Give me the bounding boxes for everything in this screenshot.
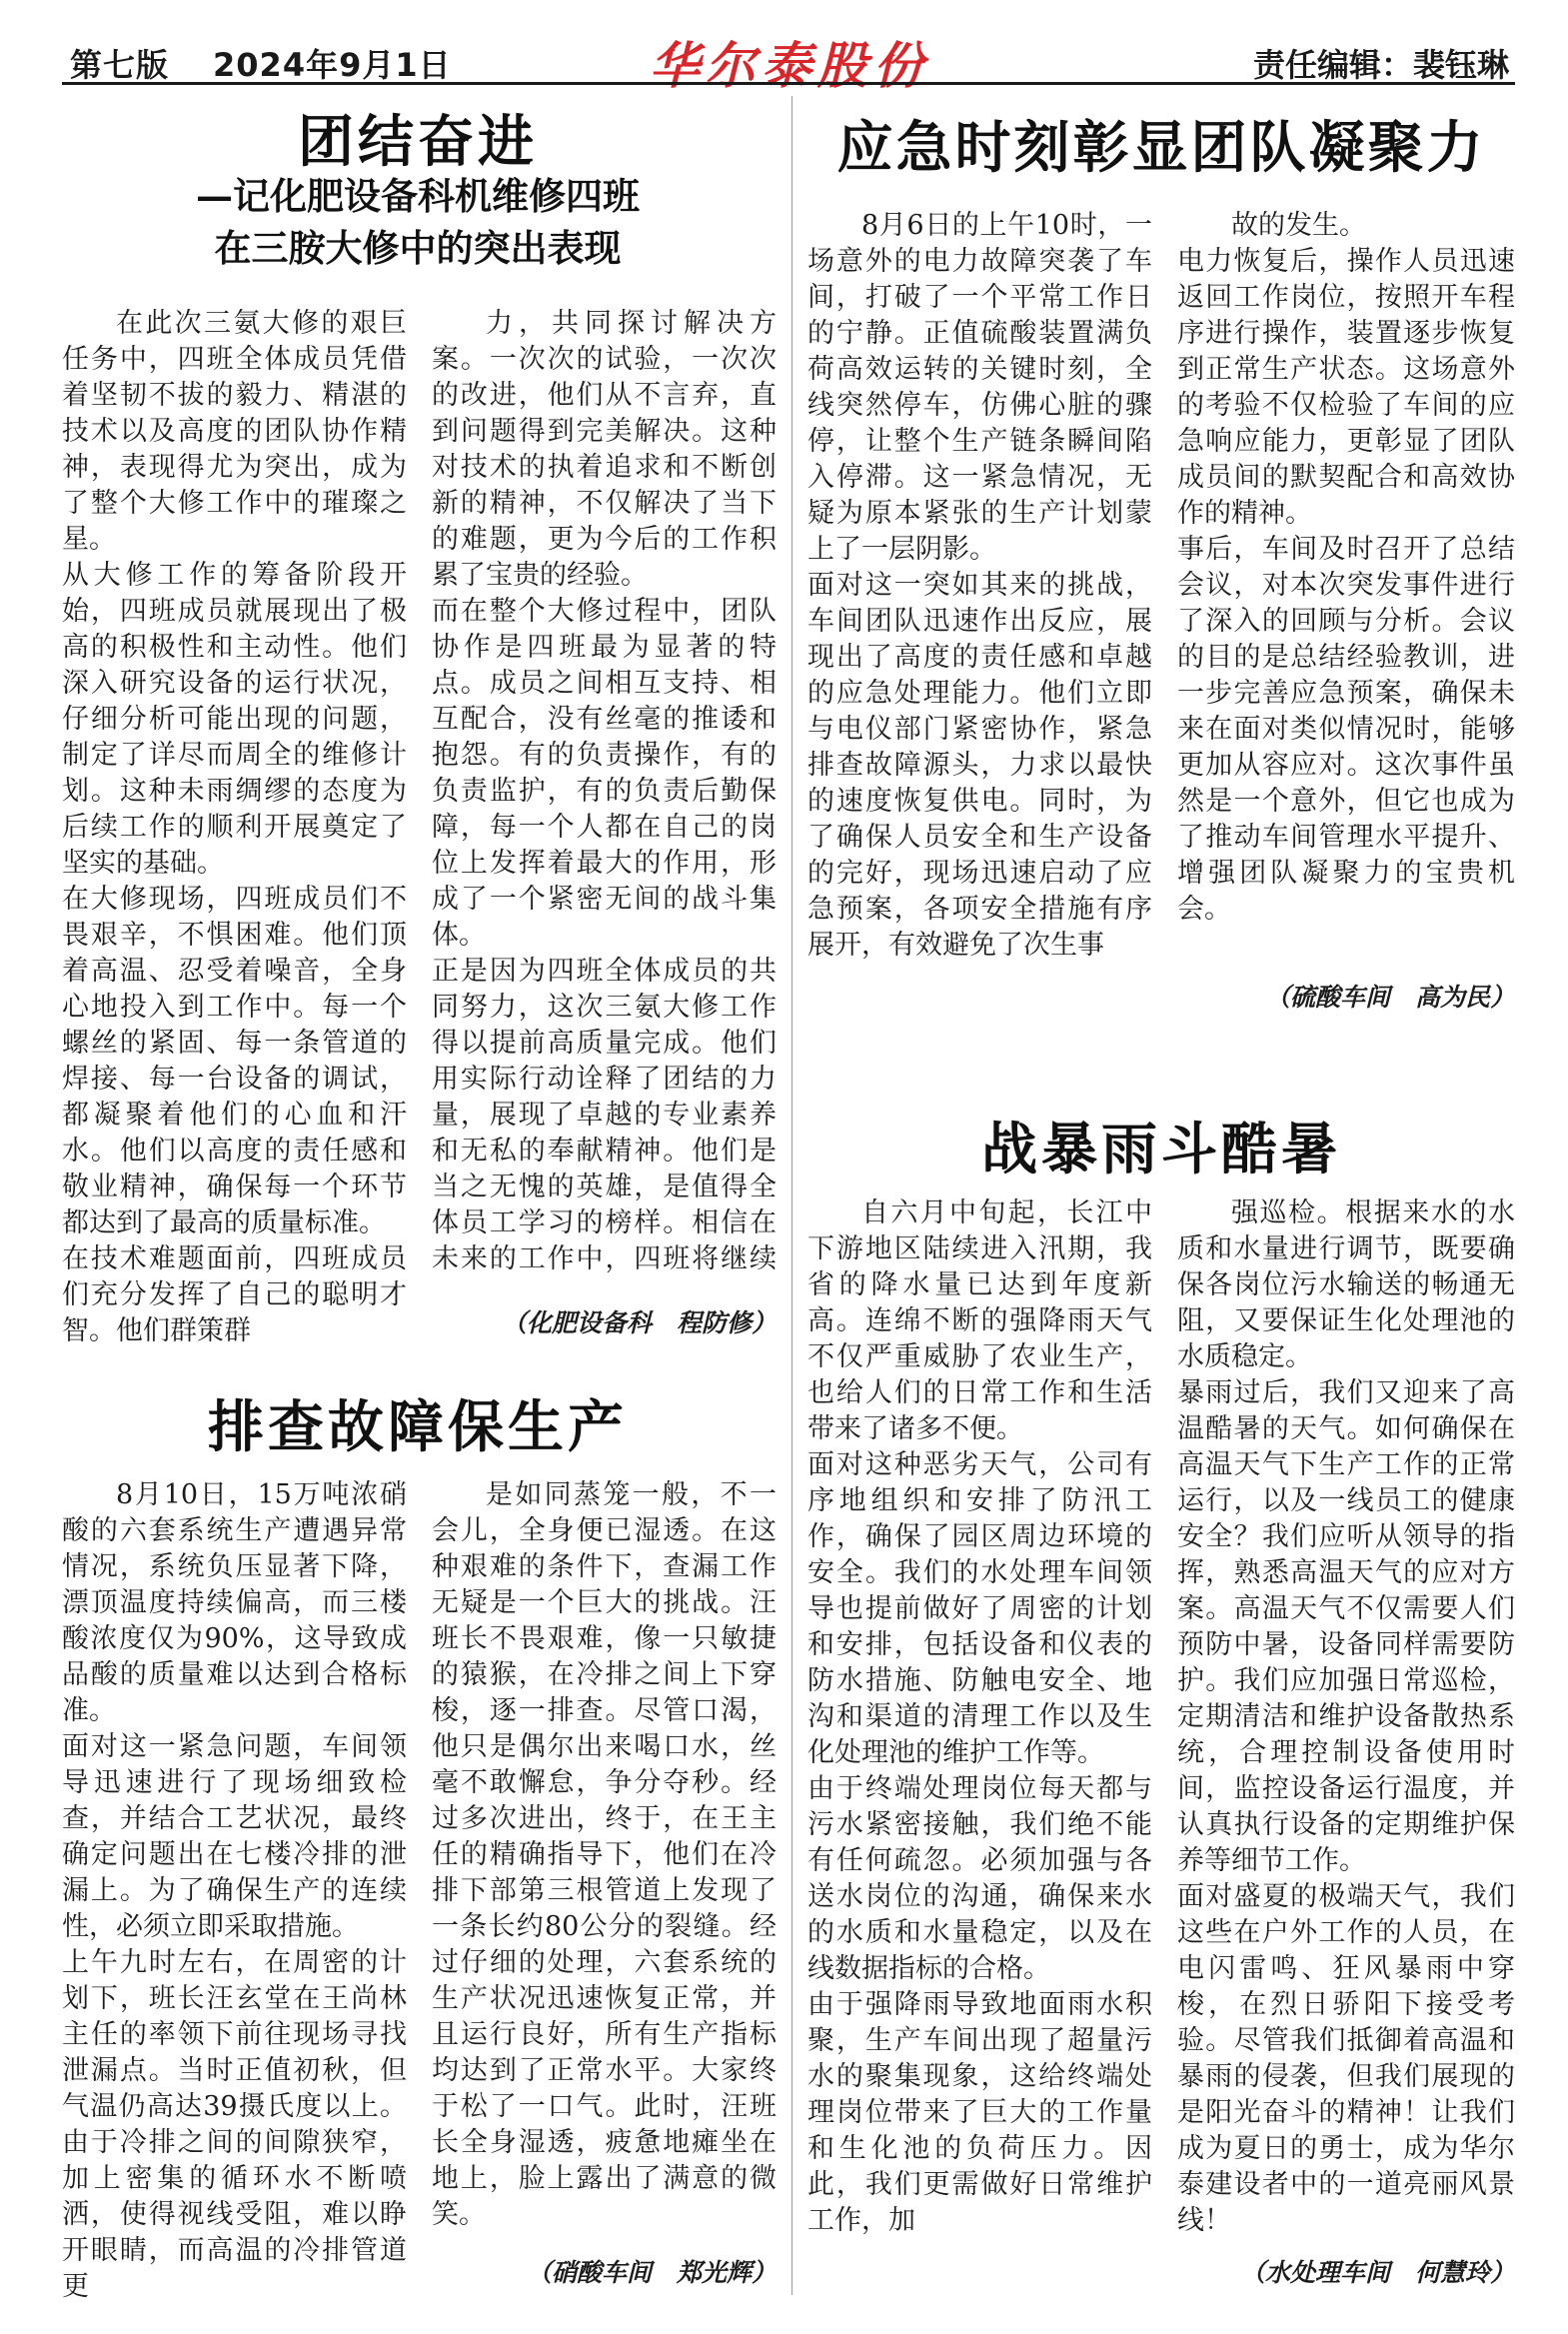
article2-byline: （硝酸车间 郑光辉） bbox=[526, 2258, 777, 2287]
article2-title: 排查故障保生产 bbox=[208, 1395, 628, 1460]
article2-body-col2: 是如同蒸笼一般，不一会儿，全身便已湿透。在这种艰难的条件下，查漏工作无疑是一个巨大的挑战。汪班长不畏艰难，像一只敏捷的猿猴，在冷排之间上下穿梭，逐一排查。尽管口渴，他只是偶尔出来喝口水，丝毫不敢懈怠，争分夺秒。经过多次进出，终于，在王主任的精确指导下，他们在冷排下部第三根管道上发现了一条长约80公分的裂缝。经过仔细的处理，六套系统的生产状况迅速恢复正常，并且运行良好，所有生产指标均达到了正常水平。大家终于松了一口气。此时，汪班长全身湿透，疲惫地瘫坐在地上，脸上露出了满意的微笑。 bbox=[432, 1479, 777, 2229]
masthead-logo: 华尔泰股份 bbox=[650, 36, 929, 95]
article1-body-col2: 力，共同探讨解决方案。一次次的试验，一次次的改进，他们从不言弃，直到问题得到完美解决。这种对技术的执着追求和不断创新的精神，不仅解决了当下的难题，更为今后的工作积累了宝贵的经验。 而在整个大修过程中，团队协作是四班最为显著的特点。成员之间相互支持、相互配合，没有丝毫的推诿和抱怨。有的负责操作，有的负责监护，有的负责后勤保障，每一个人都在自己的岗位上发挥着最大的作用，形成了一个紧密无间的战斗集体。 正是因为四班全体成员的共同努力，这次三氨大修工作得以提前高质量完成。他们用实际行动诠释了团结的力量，展现了卓越的专业素养和无私的奉献精神。他们是当之无愧的英雄，是值得全体员工学习的榜样。相信在未来的工作中，四班将继续 bbox=[432, 308, 777, 1274]
article3-body-col2: 故的发生。 电力恢复后，操作人员迅速返回工作岗位，按照开车程序进行操作，装置逐步恢复到正常生产状态。这场意外的考验不仅检验了车间的应急响应能力，更彰显了团队成员间的默契配合和高效协作的精神。 事后，车间及时召开了总结会议，对本次突发事件进行了深入的回顾与分析。会议的目的是总结经验教训，进一步完善应急预案，确保未来在面对类似情况时，能够更加从容应对。这次事件虽然是一个意外，但它也成为了推动车间管理水平提升、增强团队凝聚力的宝贵机会。 bbox=[1177, 210, 1515, 925]
article1-subtitle-line1: —记化肥设备科机维修四班 bbox=[196, 174, 640, 218]
header-rule bbox=[62, 82, 1515, 85]
edition-number: 第七版 bbox=[70, 46, 170, 84]
article1-subtitle-line2: 在三胺大修中的突出表现 bbox=[214, 226, 622, 270]
article4-title: 战暴雨斗酷暑 bbox=[981, 1118, 1341, 1182]
article4-body-col2: 强巡检。根据来水的水质和水量进行调节，既要确保各岗位污水输送的畅通无阻，又要保证生化处理池的水质稳定。 暴雨过后，我们又迎来了高温酷暑的天气。如何确保在高温天气下生产工作的正常运行，以及一线员工的健康安全？我们应听从领导的指挥，熟悉高温天气的应对方案。高温天气不仅需要人们预防中暑，设备同样需要防护。我们应加强日常巡检，定期清洁和维护设备散热系统，合理控制设备使用时间，监控设备运行温度，并认真执行设备的定期维护保养等细节工作。 面对盛夏的极端天气，我们这些在户外工作的人员，在电闪雷鸣、狂风暴雨中穿梭，在烈日骄阳下接受考验。尽管我们抵御着高温和暴雨的侵袭，但我们展现的是阳光奋斗的精神！让我们成为夏日的勇士，成为华尔泰建设者中的一道亮丽风景线！ bbox=[1177, 1197, 1515, 2235]
article1-byline: （化肥设备科 程防修） bbox=[501, 1308, 777, 1337]
article3-byline: （硫酸车间 高为民） bbox=[1264, 983, 1515, 1012]
article2-body-col1: 8月10日，15万吨浓硝酸的六套系统生产遭遇异常情况，系统负压显著下降，漂顶温度持续偏高，而三楼酸浓度仅为90%，这导致成品酸的质量难以达到合格标准。 面对这一紧急问题，车间领导迅速进行了现场细致检查，并结合工艺状况，最终确定问题出在七楼冷排的泄漏上。为了确保生产的连续性，必须立即采取措施。 上午九时左右，在周密的计划下，班长汪玄堂在王尚林主任的率领下前往现场寻找泄漏点。当时正值初秋，但气温仍高达39摄氏度以上。由于冷排之间的间隙狭窄，加上密集的循环水不断喷洒，使得视线受阻，难以睁开眼睛，而高温的冷排管道更 bbox=[62, 1479, 407, 2302]
article1-body-col1: 在此次三氨大修的艰巨任务中，四班全体成员凭借着坚韧不拔的毅力、精湛的技术以及高度的团队协作精神，表现得尤为突出，成为了整个大修工作中的璀璨之星。 从大修工作的筹备阶段开始，四班成员就展现出了极高的积极性和主动性。他们深入研究设备的运行状况，仔细分析可能出现的问题，制定了详尽而周全的维修计划。这种未雨绸缪的态度为后续工作的顺利开展奠定了坚实的基础。 在大修现场，四班成员们不畏艰辛，不惧困难。他们顶着高温、忍受着噪音，全身心地投入到工作中。每一个螺丝的紧固、每一条管道的焊接、每一台设备的调试，都凝聚着他们的心血和汗水。他们以高度的责任感和敬业精神，确保每一个环节都达到了最高的质量标准。 在技术难题面前，四班成员们充分发挥了自己的聪明才智。他们群策群 bbox=[62, 308, 407, 1346]
article4-byline: （水处理车间 何慧玲） bbox=[1239, 2258, 1515, 2287]
column-divider bbox=[791, 96, 792, 2295]
article3-body-col1: 8月6日的上午10时，一场意外的电力故障突袭了车间，打破了一个平常工作日的宁静。正值硫酸装置满负荷高效运转的关键时刻，全线突然停车，仿佛心脏的骤停，让整个生产链条瞬间陷入停滞。这一紧急情况，无疑为原本紧张的生产计划蒙上了一层阴影。 面对这一突如其来的挑战，车间团队迅速作出反应，展现出了高度的责任感和卓越的应急处理能力。他们立即与电仪部门紧密协作，紧急排查故障源头，力求以最快的速度恢复供电。同时，为了确保人员安全和生产设备的完好，现场迅速启动了应急预案，各项安全措施有序展开，有效避免了次生事 bbox=[807, 210, 1152, 961]
article3-title: 应急时刻彰显团队凝聚力 bbox=[836, 116, 1486, 181]
page-header bbox=[70, 26, 1509, 95]
article1-title: 团结奋进 bbox=[298, 110, 538, 175]
editor-credit: 责任编辑：裴钰琳 bbox=[1252, 46, 1509, 84]
issue-date: 2024年9月1日 bbox=[213, 46, 452, 84]
article4-body-col1: 自六月中旬起，长江中下游地区陆续进入汛期，我省的降水量已达到年度新高。连绵不断的强降雨天气不仅严重威胁了农业生产，也给人们的日常工作和生活带来了诸多不便。 面对这种恶劣天气，公司有序地组织和安排了防汛工作，确保了园区周边环境的安全。我们的水处理车间领导也提前做好了周密的计划和安排，包括设备和仪表的防水措施、防触电安全、地沟和渠道的清理工作以及生化处理池的维护工作等。 由于终端处理岗位每天都与污水紧密接触，我们绝不能有任何疏忽。必须加强与各送水岗位的沟通，确保来水的水质和水量稳定，以及在线数据指标的合格。 由于强降雨导致地面雨水积聚，生产车间出现了超量污水的聚集现象，这给终端处理岗位带来了巨大的工作量和生化池的负荷压力。因此，我们更需做好日常维护工作，加 bbox=[807, 1197, 1152, 2236]
